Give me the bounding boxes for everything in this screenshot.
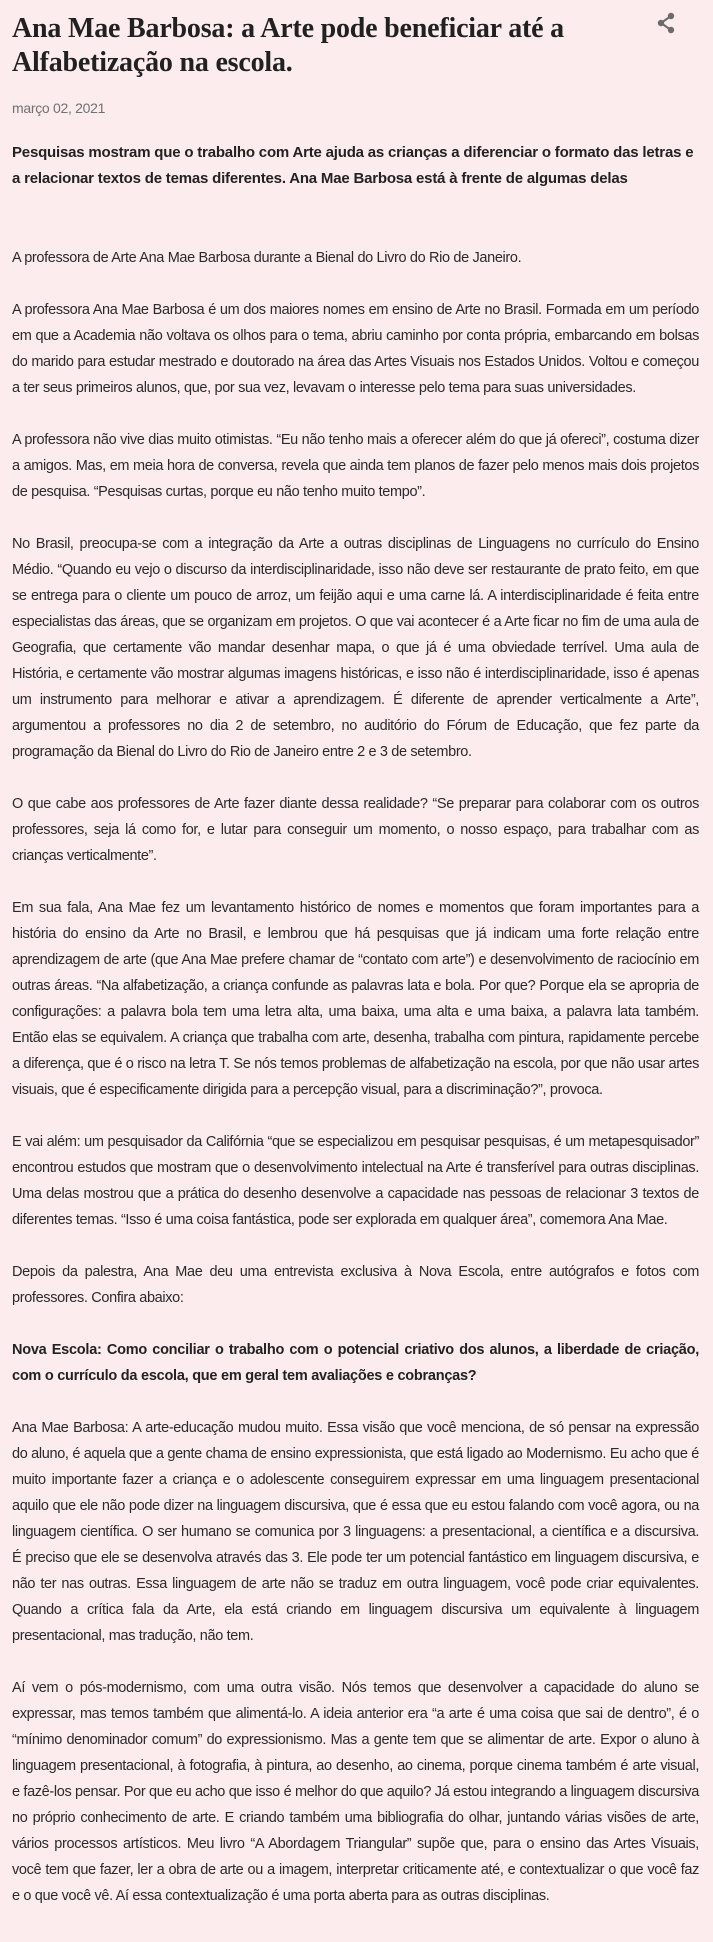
paragraph: A professora Ana Mae Barbosa é um dos maiores nomes em ensino de Arte no Brasil. Formada em um período em que a Academia não voltava os olhos para o tema, abriu caminho por conta própria, embarcando em bolsas do marido para estudar mestrado e doutorado na área das Artes Visuais nos Estados Unidos. Voltou e começou a ter seus primeiros alunos, que, por sua vez, levavam o interesse pelo tema para suas universidades. xyxy=(12,302,699,396)
share-icon xyxy=(656,12,676,34)
interview-question: Nova Escola: Como conciliar o trabalho com o potencial criativo dos alunos, a liberdade de criação, com o currículo da escola, que em geral tem avaliações e cobranças? xyxy=(12,1342,699,1384)
share-button[interactable] xyxy=(653,10,679,36)
interview-answer: Ana Mae Barbosa: A arte-educação mudou muito. Essa visão que você menciona, de só pensar na expressão do aluno, é aquela que a gente chama de ensino expressionista, que está ligado ao Modernismo. Eu acho que é muito importante fazer a criança e o adolescente conseguirem expressar em uma linguagem presentacional aquilo que ele não pode dizer na linguagem discursiva, que é essa que eu estou falando com você agora, ou na linguagem científica. O ser humano se comunica por 3 linguagens: a presentacional, a científica e a discursiva. É preciso que ele se desenvolva através das 3. Ele pode ter um potencial fantástico em linguagem discursiva, e não ter nas outras. Essa linguagem de arte não se traduz em outra linguagem, você pode criar equivalentes. Quando a crítica fala da Arte, ela está criando em linguagem discursiva um equivalente à linguagem presentacional, mas tradução, não tem. xyxy=(12,1420,699,1644)
post-lead: Pesquisas mostram que o trabalho com Arte ajuda as crianças a diferenciar o formato das letras e a relacionar textos de temas diferentes. Ana Mae Barbosa está à frente de algumas delas xyxy=(12,144,694,187)
paragraph: A professora não vive dias muito otimistas. “Eu não tenho mais a oferecer além do que já ofereci”, costuma dizer a amigos. Mas, em meia hora de conversa, revela que ainda tem planos de fazer pelo menos mais dois projetos de pesquisa. “Pesquisas curtas, porque eu não tenho muito tempo”. xyxy=(12,432,699,500)
paragraph: Depois da palestra, Ana Mae deu uma entrevista exclusiva à Nova Escola, entre autógrafos e fotos com professores. Confira abaixo: xyxy=(12,1264,699,1306)
paragraph: Em sua fala, Ana Mae fez um levantamento histórico de nomes e momentos que foram importantes para a história do ensino da Arte no Brasil, e lembrou que há pesquisas que já indicam uma forte relação entre aprendizagem de arte (que Ana Mae prefere chamar de “contato com arte”) e desenvolvimento de raciocínio em outras áreas. “Na alfabetização, a criança confunde as palavras lata e bola. Por que? Porque ela se apropria de configurações: a palavra bola tem uma letra alta, uma baixa, uma alta e uma baixa, a palavra lata também. Então elas se equivalem. A criança que trabalha com arte, desenha, trabalha com pintura, rapidamente percebe a diferença, que é o risco na letra T. Se nós temos problemas de alfabetização na escola, por que não usar artes visuais, que é especificamente dirigida para a percepção visual, para a discriminação?”, provoca. xyxy=(12,900,699,1098)
paragraph: E vai além: um pesquisador da Califórnia “que se especializou em pesquisar pesquisas, é um metapesquisador” encontrou estudos que mostram que o desenvolvimento intelectual na Arte é transferível para outras disciplinas. Uma delas mostrou que a prática do desenho desenvolve a capacidade nas pessoas de relacionar 3 textos de diferentes temas. “Isso é uma coisa fantástica, pode ser explorada em qualquer área”, comemora Ana Mae. xyxy=(12,1134,699,1228)
paragraph: No Brasil, preocupa-se com a integração da Arte a outras disciplinas de Linguagens no currículo do Ensino Médio. “Quando eu vejo o discurso da interdisciplinaridade, isso não deve ser restaurante de prato feito, em que se entrega para o cliente um pouco de arroz, um feijão aqui e uma carne lá. A interdisciplinaridade é feita entre especialistas das áreas, que se organizam em projetos. O que vai acontecer é a Arte ficar no fim de uma aula de Geografia, que certamente vão mandar desenhar mapa, o que já é uma obviedade terrível. Uma aula de História, e certamente vão mostrar algumas imagens históricas, e isso não é interdisciplinaridade, isso é apenas um instrumento para melhorar e ativar a aprendizagem. É diferente de aprender verticalmente a Arte”, argumentou a professores no dia 2 de setembro, no auditório do Fórum de Educação, que fez parte da programação da Bienal do Livro do Rio de Janeiro entre 2 e 3 de setembro. xyxy=(12,536,699,760)
post-date: março 02, 2021 xyxy=(12,100,106,116)
interview-answer: Aí vem o pós-modernismo, com uma outra visão. Nós temos que desenvolver a capacidade do aluno se expressar, mas temos também que alimentá-lo. A ideia anterior era “a arte é uma coisa que sai de dentro”, é o “mínimo denominador comum” do expressionismo. Mas a gente tem que se alimentar de arte. Expor o aluno à linguagem presentacional, à fotografia, à pintura, ao desenho, ao cinema, porque cinema também é arte visual, e fazê-los pensar. Por que eu acho que isso é melhor do que aquilo? Já estou integrando a linguagem discursiva no próprio conhecimento de arte. E criando também uma bibliografia do olhar, juntando várias visões de arte, vários processos artísticos. Meu livro “A Abordagem Triangular” supõe que, para o ensino das Artes Visuais, você tem que fazer, ler a obra de arte ou a imagem, interpretar criticamente até, e contextualizar o que você faz e o que você vê. Aí essa contextualização é uma porta aberta para as outras disciplinas. xyxy=(12,1680,699,1904)
image-caption: A professora de Arte Ana Mae Barbosa durante a Bienal do Livro do Rio de Janeiro. xyxy=(12,250,522,266)
paragraph: O que cabe aos professores de Arte fazer diante dessa realidade? “Se preparar para colaborar com os outros professores, seja lá como for, e lutar para conseguir um momento, o nosso espaço, para trabalhar com as crianças verticalmente”. xyxy=(12,796,699,864)
post-title: Ana Mae Barbosa: a Arte pode beneficiar até a Alfabetização na escola. xyxy=(12,13,564,78)
